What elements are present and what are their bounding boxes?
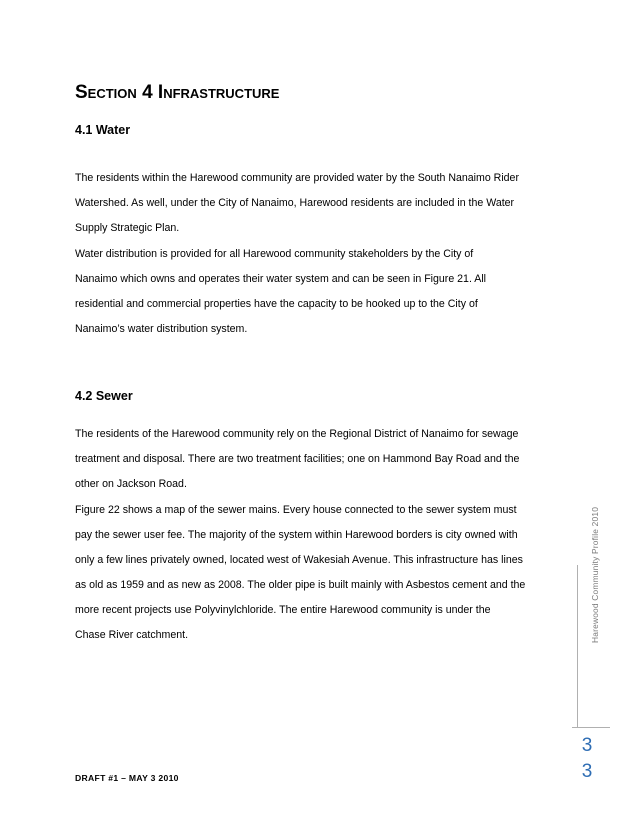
text-line: residential and commercial properties have the capacity to be hooked up to the City of: [75, 298, 478, 310]
sewer-paragraph-2: [75, 498, 567, 648]
text-line: Chase River catchment.: [75, 629, 189, 641]
page-number-digit: 3: [581, 761, 593, 782]
text-line: Water distribution is provided for all Harewood community stakeholders by the City of: [75, 248, 474, 260]
document-title-side-label: Harewood Community Profile 2010: [590, 506, 600, 643]
water-paragraph-1: [75, 166, 567, 241]
side-divider-vertical: [577, 565, 578, 727]
side-divider-horizontal: [572, 727, 610, 728]
draft-footer: DRAFT #1 – MAY 3 2010: [75, 773, 179, 783]
text-line: pay the sewer user fee. The majority of the system within Harewood borders is city owned with: [75, 529, 518, 541]
water-paragraph-2: [75, 242, 567, 342]
text-line: Nanaimo’s water distribution system.: [75, 323, 248, 335]
water-heading: 4.1 Water: [75, 123, 131, 137]
text-line: Supply Strategic Plan.: [75, 222, 180, 234]
text-line: other on Jackson Road.: [75, 478, 187, 490]
page-number: [576, 733, 598, 785]
text-line: Figure 22 shows a map of the sewer mains. Every house connected to the sewer system must: [75, 504, 517, 516]
sewer-heading: 4.2 Sewer: [75, 389, 133, 403]
text-line: Watershed. As well, under the City of Nanaimo, Harewood residents are included in the Water: [75, 197, 515, 209]
text-line: only a few lines privately owned, located west of Wakesiah Avenue. This infrastructure has lines: [75, 554, 523, 566]
page-number-digit: 3: [581, 735, 593, 756]
text-line: treatment and disposal. There are two treatment facilities; one on Hammond Bay Road and the: [75, 453, 520, 465]
text-line: as old as 1959 and as new as 2008. The older pipe is built mainly with Asbestos cement and the: [75, 579, 526, 591]
sewer-paragraph-1: [75, 422, 567, 497]
text-line: more recent projects use Polyvinylchloride. The entire Harewood community is under the: [75, 604, 491, 616]
section-title: Section 4 Infrastructure: [75, 82, 280, 103]
text-line: The residents within the Harewood community are provided water by the South Nanaimo Rider: [75, 172, 519, 184]
text-line: The residents of the Harewood community rely on the Regional District of Nanaimo for sewage: [75, 428, 519, 440]
text-line: Nanaimo which owns and operates their water system and can be seen in Figure 21. All: [75, 273, 487, 285]
